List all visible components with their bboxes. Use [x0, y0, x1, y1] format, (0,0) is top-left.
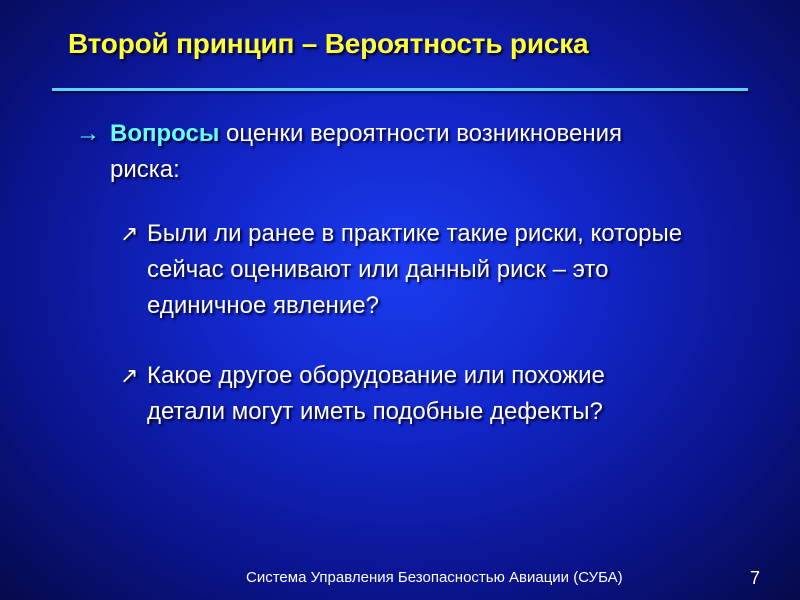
title-divider: [52, 88, 748, 91]
page-number: 7: [750, 568, 761, 588]
bullet-text-line-1: оценки вероятности возникновения: [219, 120, 622, 147]
sub-bullet-line: Какое другое оборудование или похожие: [147, 362, 605, 389]
right-arrow-icon: →: [76, 120, 100, 147]
sub-bullet-line: Были ли ранее в практике такие риски, которые: [147, 220, 683, 247]
sub-bullet-line: сейчас оценивают или данный риск – это: [147, 256, 609, 283]
slide-title: Второй принцип – Вероятность риска: [68, 28, 589, 59]
bullet-questions: [76, 116, 696, 188]
up-right-arrow-icon: ↗: [120, 363, 139, 388]
sub-bullet-past-risks: [120, 216, 740, 324]
footer-caption: Система Управления Безопасностью Авиации (СУБА): [246, 569, 623, 586]
sub-bullet-similar-equipment: [120, 358, 740, 430]
sub-bullet-line: единичное явление?: [147, 292, 379, 319]
bullet-text-line-2: риска:: [110, 156, 180, 183]
sub-bullet-line: детали могут иметь подобные дефекты?: [147, 398, 603, 425]
up-right-arrow-icon: ↗: [120, 221, 139, 246]
bullet-lead-word: Вопросы: [110, 120, 220, 147]
